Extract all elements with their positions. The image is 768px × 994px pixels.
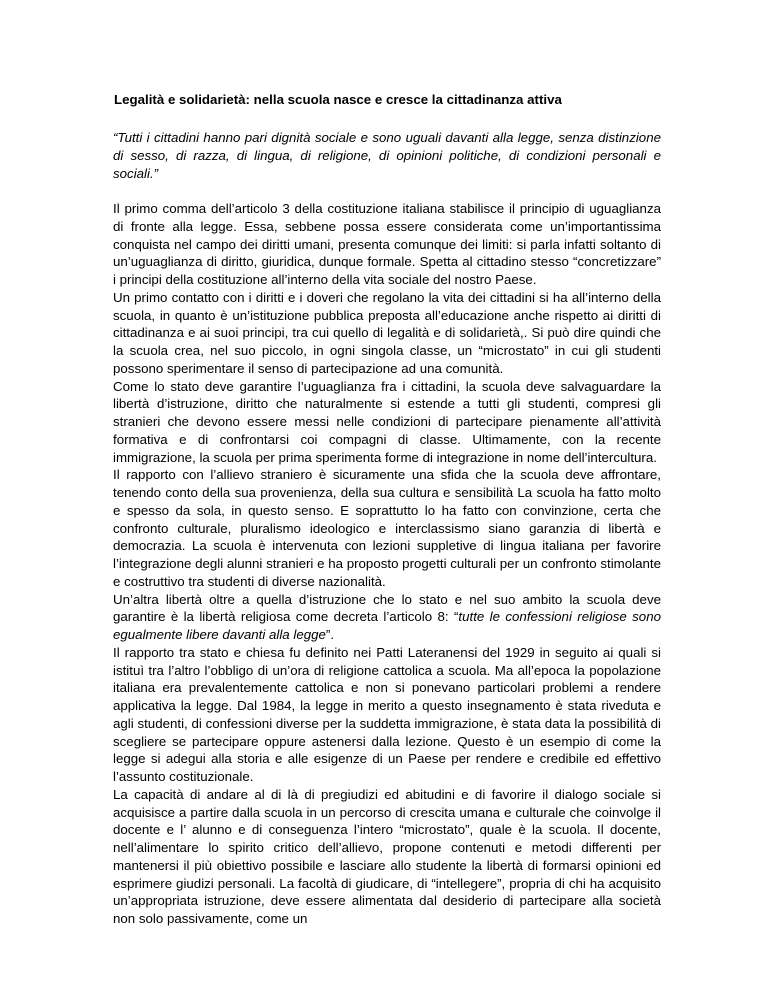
paragraph: Il rapporto tra stato e chiesa fu definito nei Patti Lateranensi del 1929 in seguito ai quali si istituì tra l’altro l’obbligo di un’ora di religione cattolica a scuola. Ma all’epoca la popolazione italiana era prevalentemente cattolica e non si ponevano particolari problemi a rendere applicativa la legge. Dal 1984, la legge in merito a questo insegnamento è stata riveduta e agli studenti, di confessioni diverse per la suddetta immigrazione, è stata data la possibilità di scegliere se partecipare oppure astenersi dalla lezione. Questo è un esempio di come la legge si adegui alla storia e alle esigenze di un Paese per rendere e credibile ed effettivo l’assunto costituzionale. (113, 644, 661, 784)
paragraph-religion-lead: Un’altra libertà oltre a quella d’istruzione che lo stato e nel suo ambito la scuola deve garantire è la libertà religiosa come decreta l’articolo 8: “ (113, 591, 661, 625)
paragraph-religion-tail: ”. (325, 627, 335, 642)
article-8-quote: tutte le confessioni religiose sono egualmente libere davanti alla legge (113, 609, 661, 642)
constitution-quote: “Tutti i cittadini hanno pari dignità sociale e sono uguali davanti alla legge, senza distinzione di sesso, di razza, di lingua, di religione, di opinioni politiche, di condizioni personali e sociali.” (113, 130, 661, 182)
paragraph-religion (113, 591, 661, 644)
document-body (113, 200, 661, 928)
paragraph: Il rapporto con l’allievo straniero è sicuramente una sfida che la scuola deve affrontare, tenendo conto della sua provenienza, della sua cultura e sensibilità La scuola ha fatto molto e spesso da sola, in questo senso. E soprattutto lo ha fatto con convinzione, certa che confronto culturale, pluralismo ideologico e interclassismo siano garanzia di libertà e democrazia. La scuola è intervenuta con lezioni suppletive di lingua italiana per favorire l’integrazione degli alunni stranieri e ha proposto progetti culturali per un confronto stimolante e costruttivo tra studenti di diverse nazionalità. (113, 467, 661, 589)
paragraph: Come lo stato deve garantire l’uguaglianza fra i cittadini, la scuola deve salvaguardare la libertà d’istruzione, diritto che naturalmente si estende a tutti gli studenti, compresi gli stranieri che devono essere messi nelle condizioni di partecipare pienamente all’attività formativa e di confrontarsi coi compagni di classe. Ultimamente, con la recente immigrazione, la scuola per prima sperimenta forme di integrazione in nome dell’intercultura. (113, 378, 661, 465)
paragraph: La capacità di andare al di là di pregiudizi ed abitudini e di favorire il dialogo sociale si acquisisce a partire dalla scuola in un percorso di crescita umana e culturale che coinvolge il docente e l’ alunno e di conseguenza l’intero “microstato”, quale è la scuola. Il docente, nell’alimentare lo spirito critico dell’allievo, propone contenuti e metodi differenti per mantenersi il più obiettivo possibile e lasciare allo studente la libertà di formarsi opinioni ed esprimere giudizi personali. La facoltà di giudicare, di “intellegere”, propria di chi ha acquisito un’appropriata istruzione, deve essere alimentata dal desiderio di partecipare alla società non solo passivamente, come un (113, 786, 661, 926)
paragraph: Il primo comma dell’articolo 3 della costituzione italiana stabilisce il principio di uguaglianza di fronte alla legge. Essa, sebbene possa essere considerata come un’importantissima conquista nel campo dei diritti umani, presenta comunque dei limiti: si parla infatti soltanto di un’uguaglianza di diritto, giuridica, dunque formale. Spetta al cittadino stesso “concretizzare” i principi della costituzione all’interno della vita sociale del nostro Paese. (113, 201, 661, 287)
paragraph: Un primo contatto con i diritti e i doveri che regolano la vita dei cittadini si ha all’interno della scuola, in quanto è un’istituzione pubblica preposta all’educazione anche rispetto ai diritti di cittadinanza e ai suoi principi, tra cui quello di legalità e di solidarietà,. Si può dire quindi che la scuola crea, nel suo piccolo, in ogni singola classe, un “microstato” in cui gli studenti possono sperimentare il senso di partecipazione ad una comunità. (113, 289, 661, 376)
document-title: Legalità e solidarietà: nella scuola nasce e cresce la cittadinanza attiva (114, 92, 562, 107)
